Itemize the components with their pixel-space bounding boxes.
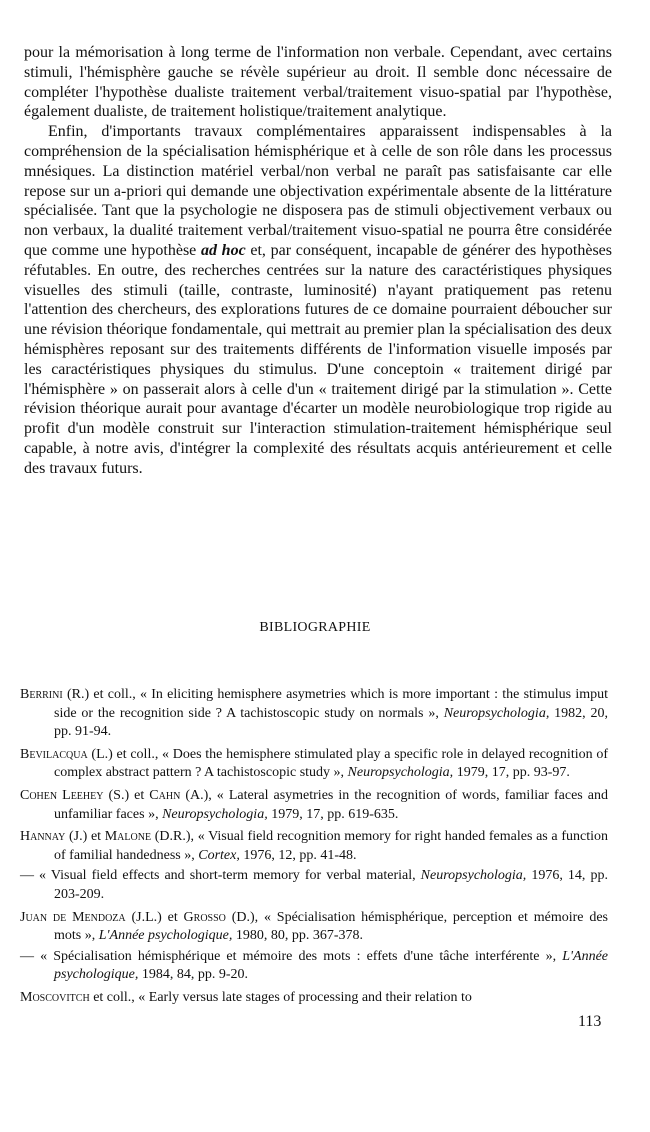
bib-author: Bevilacqua [20,746,88,762]
paragraph-2 [24,122,612,478]
bib-author: Berrini [20,687,63,702]
bib-journal: Neuropsychologia, [347,765,454,781]
bib-journal: L'Année psychologique, [54,948,608,983]
bib-details: 1976, 14, pp. 203-209. [54,868,608,902]
bib-author: Cahn [149,787,181,803]
bib-text: (A.), « Lateral asymetries in the recognition of words, familiar faces and unfamiliar faces », [54,787,608,822]
paragraph-2-part-a: Enfin, d'importants travaux complémentaires apparaissent indispensables à la compréhension de la spécialisation hémisphérique et à celle de son rôle dans les processus mnésiques. La distinction matériel verbal/non verbal ne paraît pas satisfaisante car elle repose sur un a-priori qui demande une objectivation expérimentale absente de la littérature spécialisée. Tant que la psychologie ne disposera pas de stimuli objectivement verbaux ou non verbaux, la dualité traitement verbal/traitement visuo-spatial ne pourra être considérée que comme une hypothèse [24,123,612,259]
paragraph-2-part-b: et, par conséquent, incapable de générer des hypothèses réfutables. En outre, des recherches centrées sur la nature des caractéristiques physiques visuelles des stimuli (taille, contraste, luminosité) n'ayant pratiquement pas retenu l'attention des chercheurs, des explorations futures de ce domaine pourraient déboucher sur une révision théorique fondamentale, qui mettrait au premier plan la spécialisation des deux hémisphères reposant sur des traitements différents de l'information visuelle imposés par les caractéristiques physiques du stimulus. D'une conceptoin « traitement dirigé par l'hémisphère » on passerait alors à celle d'un « traitement dirigé par la stimulation ». Cette révision théorique aurait pour avantage d'écarter un modèle neurobiologique trop rigide au profit d'un modèle construit sur l'interaction stimulation-traitement hémisphérique seul capable, à notre avis, d'intégrer la complexité des résultats acquis antérieurement et celle des travaux futurs. [24,241,613,477]
paragraph-1: pour la mémorisation à long terme de l'information non verbale. Cependant, avec certains stimuli, l'hémisphère gauche se révèle supérieur au droit. Il semble donc nécessaire de compléter l'hypothèse dualiste traitement verbal/traitement visuo-spatial par l'hypothèse, également dualiste, de traitement holistique/traitement analytique. [24,44,612,121]
bib-text: (J.L.) et [125,909,184,925]
bib-text: (D.), « Spécialisation hémisphérique, perception et mémoire des mots », [54,909,608,944]
bib-entry-juan-de-mendoza-2 [20,948,608,985]
bib-details: 1976, 12, pp. 41-48. [239,847,357,863]
bib-entry-berrini [20,686,608,742]
bib-text: et coll., « Early versus late stages of processing and their relation to [89,989,472,1005]
bib-journal: Neuropsychologia, [162,806,268,822]
bib-details: 1979, 17, pp. 93-97. [453,765,570,781]
bib-journal: Neuropsychologia, [420,868,527,884]
bib-author: Malone [104,829,152,845]
bib-entry-cohen-leehey [20,787,608,824]
bib-text: (R.) et coll., « In eliciting hemisphere asymetries which is more important : the stimulus imput side or the recognition side ? A tachistoscopic study on normals », [54,687,608,721]
bib-entry-moscovitch [20,989,608,1008]
bib-entry-hannay-2 [20,867,608,904]
bib-author: Cohen Leehey [20,787,104,803]
ad-hoc-italic: ad hoc [200,241,246,259]
bib-text: (L.) et coll., « Does the hemisphere stimulated play a specific role in delayed recognition of complex abstract pattern ? A tachistoscopic study », [54,746,608,781]
bib-text: (D.R.), « Visual field recognition memory for right handed females as a function of familial handedness », [54,829,608,863]
bib-details: 1984, 84, pp. 9-20. [138,967,249,983]
bib-text: (J.) et [65,829,105,845]
bib-details: 1979, 17, pp. 619-635. [267,806,399,822]
bib-journal: L'Année psychologique, [98,928,233,944]
bib-text: (S.) et [103,787,150,803]
page-number: 113 [578,1013,602,1030]
bib-journal: Cortex, [198,847,240,863]
bib-entry-bevilacqua [20,746,608,783]
bib-text: — « Visual field effects and short-term memory for verbal material, [20,868,421,884]
bibliography-list [20,686,608,1012]
bib-details: 1982, 20, pp. 91-94. [54,705,608,740]
bib-text: — « Spécialisation hémisphérique et mémoire des mots : effets d'une tâche interférente », [20,948,563,964]
bib-entry-juan-de-mendoza [20,909,608,946]
bib-journal: Neuropsychologia, [443,705,550,721]
bib-details: 1980, 80, pp. 367-378. [232,928,364,944]
bib-author: Grosso [183,909,226,925]
bib-entry-hannay [20,828,608,865]
bib-author: Hannay [20,829,66,845]
bib-author: Juan de Mendoza [20,909,126,925]
bib-author: Moscovitch [20,989,90,1005]
bibliography-heading: BIBLIOGRAPHIE [259,620,371,635]
body-text [24,43,612,479]
